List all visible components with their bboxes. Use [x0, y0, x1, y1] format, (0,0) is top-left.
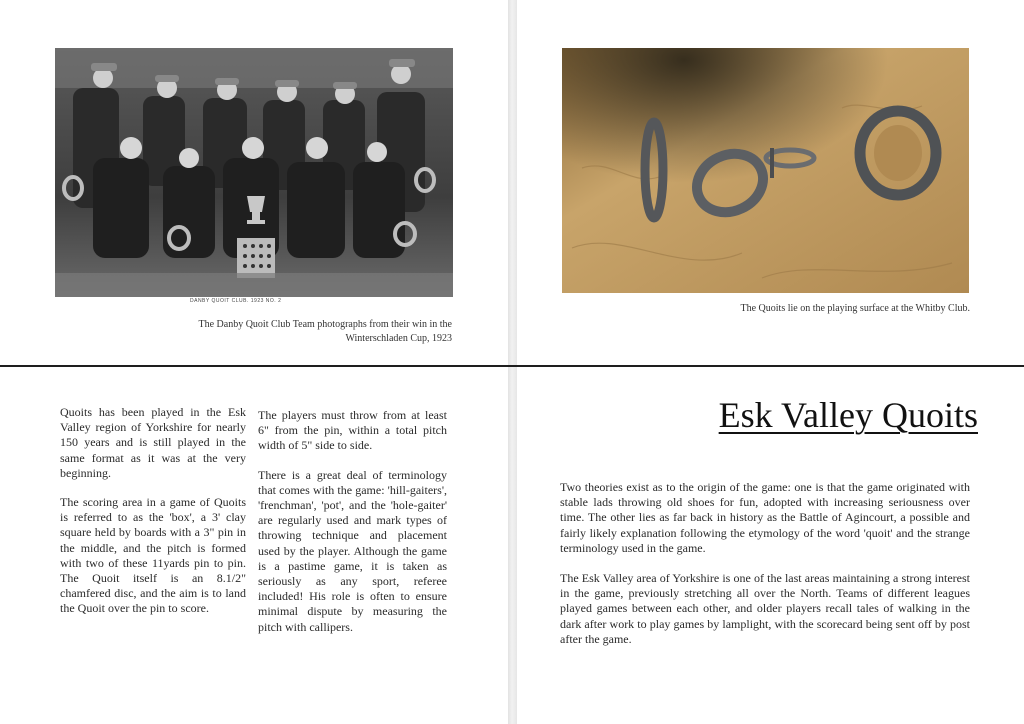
column1-paragraph: Quoits has been played in the Esk Valley region of Yorkshire for nearly 150 years and is still played in the same format as it was at the very beginning. [60, 405, 246, 480]
team-photograph [55, 48, 453, 297]
intro-paragraph: The Esk Valley area of Yorkshire is one of the last areas maintaining a strong interest in the game, previously stretching all over the North. Teams of different leagues played games between each other, and older players recall tales of walking in the dark after work to play games by lamplight, with the scorecard being sent off by post after the game. [560, 571, 970, 646]
team-photo-caption: The Danby Quoit Club Team photographs from their win in the Winterschladen Cup, 1923 [198, 319, 452, 344]
quoits-photograph [562, 48, 969, 293]
article-column-2 [258, 408, 447, 649]
article-column-1 [60, 405, 246, 631]
quoits-photo-caption: The Quoits lie on the playing surface at the Whitby Club. [740, 303, 970, 314]
team-photo-art [55, 48, 453, 297]
intro-paragraph: Two theories exist as to the origin of the game: one is that the game originated with stable lads throwing old shoes for fun, adopted with increasing seriousness over time. The other lies as far back in history as the Battle of Agincourt, a possible and fairly likely explanation following the etymology of the word 'quoit' and the strange terminology used in the game. [560, 480, 970, 555]
article-title: Esk Valley Quoits [718, 395, 978, 435]
column1-paragraph: The scoring area in a game of Quoits is referred to as the 'box', a 3' clay square held by boards with a 3" pin in the middle, and the pitch is formed with two of these 11yards pin to pin. The Quoit itself is an 8.1/2" chamfered disc, and the aim is to land the Quoit over the pin to score. [60, 495, 246, 616]
column2-paragraph: The players must throw from at least 6" from the pin, within a total pitch width of 5" side to side. [258, 408, 447, 453]
photo-stamp: DANBY QUOIT CLUB. 1923 NO. 2 [190, 298, 282, 304]
article-intro [560, 480, 970, 662]
column2-paragraph: There is a great deal of terminology that comes with the game: 'hill-gaiters', 'frenchman', 'pot', and the 'hole-gaiter' are regularly used and mark types of throwing technique and placement used by the player. Although the game is a pastime game, it is taken as seriously as any sport, referee included! His role is often to ensure minimal dispute by measuring the pitch with callipers. [258, 467, 447, 634]
page-gutter [508, 0, 517, 724]
page-fold-divider [0, 365, 1024, 367]
quoits-photo-art [562, 48, 969, 293]
